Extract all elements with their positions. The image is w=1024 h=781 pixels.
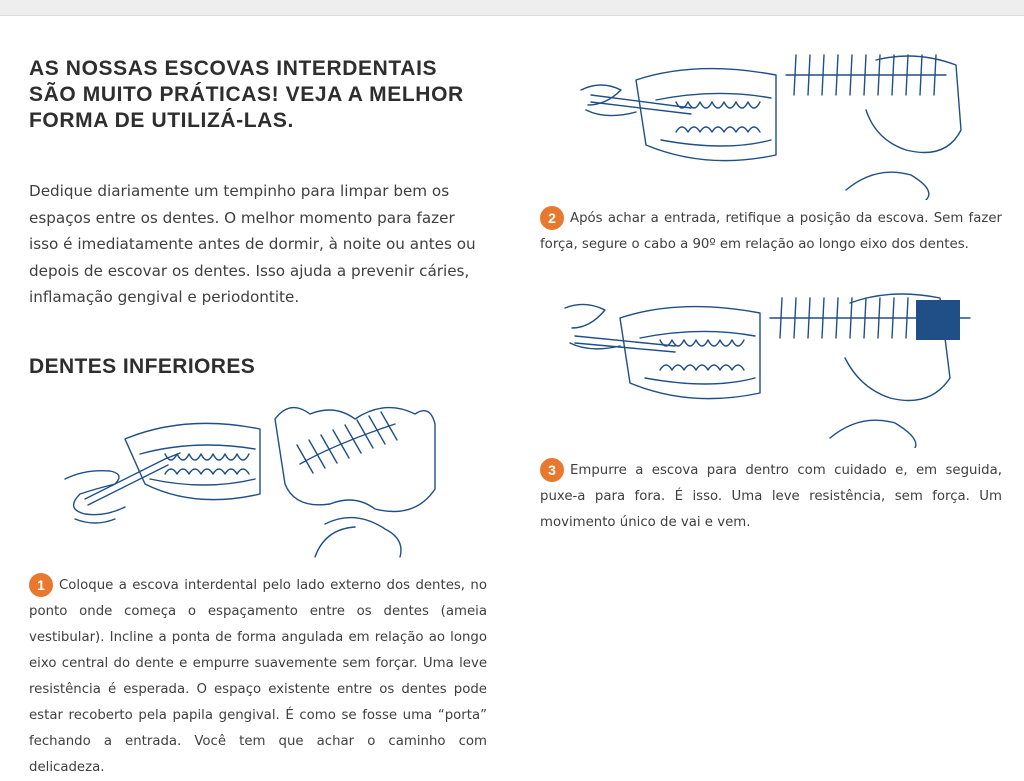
browser-top-bar	[0, 0, 1024, 16]
section-title: DENTES INFERIORES	[29, 354, 256, 378]
right-column	[540, 50, 1002, 536]
step-1-text: Coloque a escova interdental pelo lado externo dos dentes, no ponto onde começa o espaçamento entre os dentes (ameia vestibular). Incline a ponta de forma angulada em relação ao longo eixo central do dente e empurre suavemente sem forçar. Uma leve resistência é esperada. O espaço existente entre os dentes pode estar recoberto pela papila gengival. É como se fosse uma “porta” fechando a entrada. Você tem que achar o caminho com delicadeza.	[29, 577, 487, 775]
step-3-illustration	[560, 288, 1000, 448]
left-column	[29, 56, 487, 781]
step-1	[29, 573, 487, 781]
step-2-illustration	[576, 50, 1016, 200]
step-2-number: 2	[540, 206, 564, 230]
step-3-number: 3	[540, 458, 564, 482]
brush-head-dark	[916, 300, 960, 340]
step-1-illustration	[55, 399, 475, 559]
step-2-text: Após achar a entrada, retifique a posição da escova. Sem fazer força, segure o cabo a 90º em relação ao longo eixo dos dentes.	[540, 211, 1002, 252]
step-3-text: Empurre a escova para dentro com cuidado e, em seguida, puxe-a para fora. É isso. Uma leve resistência, sem força. Um movimento único de vai e vem.	[540, 463, 1002, 530]
step-1-number: 1	[29, 573, 53, 597]
step-2	[540, 206, 1002, 258]
step-3	[540, 458, 1002, 536]
intro-paragraph: Dedique diariamente um tempinho para limpar bem os espaços entre os dentes. O melhor momento para fazer isso é imediatamente antes de dormir, à noite ou antes ou depois de escovar os dentes. Isso ajuda a prevenir cáries, inflamação gengival e periodontite.	[29, 182, 476, 306]
page-heading: AS NOSSAS ESCOVAS INTERDENTAIS SÃO MUITO PRÁTICAS! VEJA A MELHOR FORMA DE UTILIZÁ-LAS.	[29, 57, 464, 132]
